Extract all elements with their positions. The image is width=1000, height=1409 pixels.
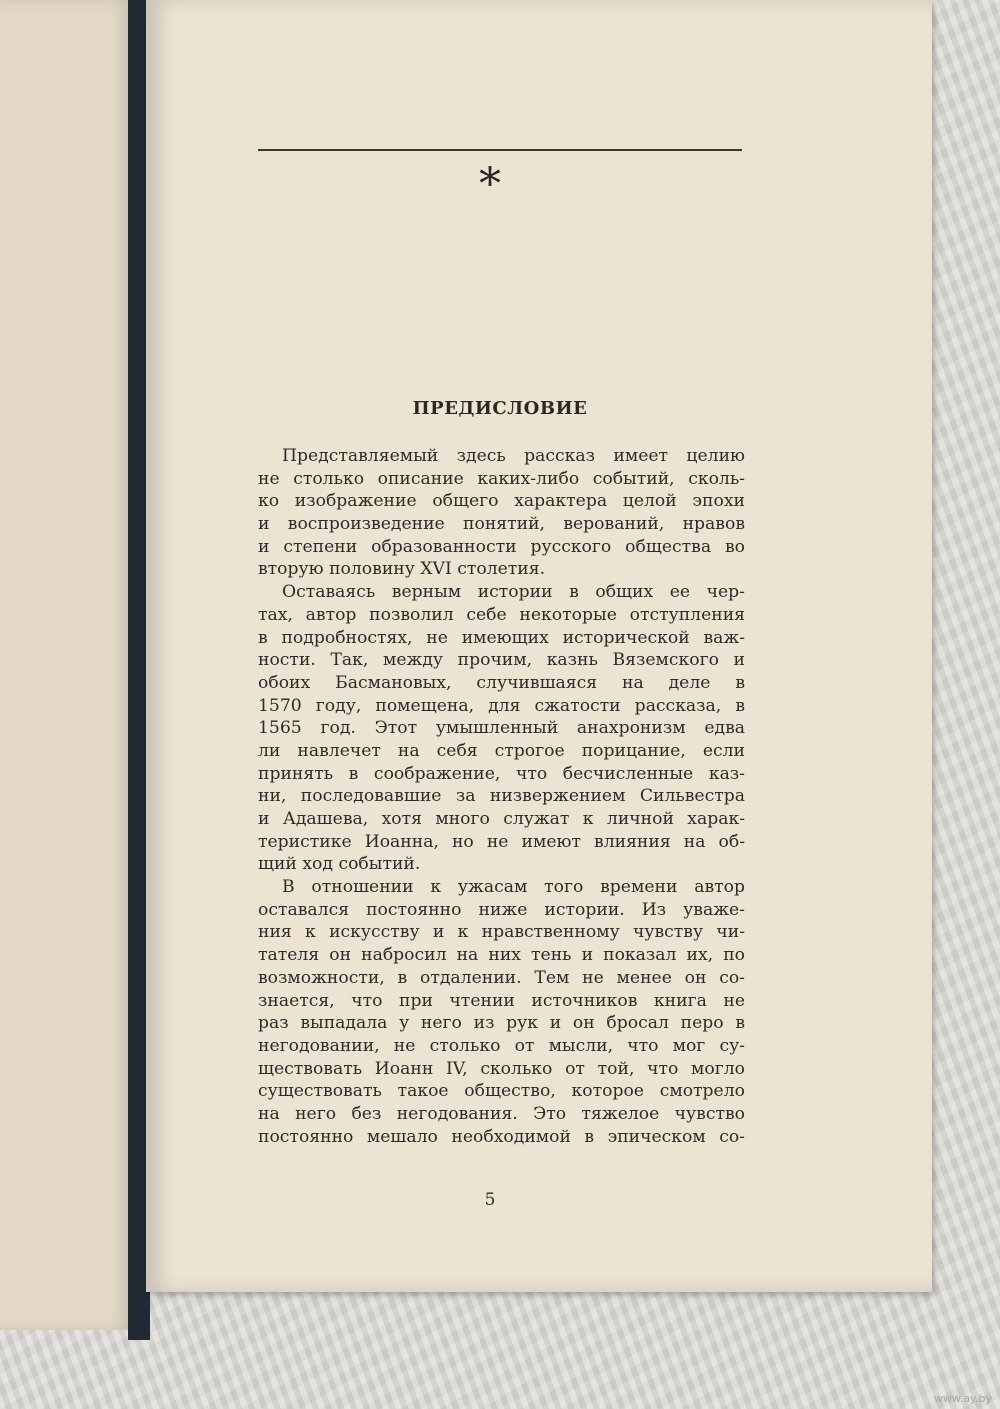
text-line: и Адашева, хотя много служат к личной харак- [258, 809, 745, 829]
text-line: тах, автор позволил себе некоторые отступления [258, 604, 745, 625]
text-line: теристике Иоанна, но не имеют влияния на об- [258, 831, 745, 852]
chapter-title: ПРЕДИСЛОВИЕ [412, 398, 588, 419]
text-line: существовать такое общество, которое смотрело [258, 1081, 745, 1102]
text-line: Представляемый здесь рассказ имеет целию [282, 446, 745, 466]
text-line: ко изображение общего характера целой эпохи [258, 491, 745, 512]
text-line: постоянно мешало необходимой в эпическом со- [258, 1126, 745, 1147]
text-line: принять в соображение, что бесчисленные каз- [258, 763, 745, 784]
text-line: вторую половину XVI столетия. [258, 559, 546, 580]
text-line: в подробностях, не имеющих исторической важ- [258, 627, 745, 648]
left-page [0, 0, 132, 1330]
text-line: ществовать Иоанн IV, сколько от той, что могло [258, 1058, 745, 1079]
text-line: на него без негодования. Это тяжелое чувство [258, 1103, 745, 1124]
header-rule [258, 149, 742, 151]
text-line: негодовании, не столько от мысли, что мог су- [258, 1035, 745, 1056]
text-line: В отношении к ужасам того времени автор [282, 877, 745, 898]
watermark: www.ay.by [933, 1392, 992, 1405]
text-line: не столько описание каких-либо событий, сколь- [258, 468, 745, 489]
text-line: обоих Басмановых, случившаяся на деле в [258, 672, 745, 693]
text-line: тателя он набросил на них тень и показал их, по [258, 945, 745, 966]
asterisk-ornament: * [479, 159, 501, 210]
text-line: и воспроизведение понятий, верований, нравов [258, 514, 745, 535]
page-number: 5 [484, 1190, 496, 1210]
text-line: 1565 год. Этот умышленный анахронизм едва [258, 718, 745, 739]
text-line: ния к искусству и к нравственному чувству чи- [258, 922, 745, 943]
text-line: оставался постоянно ниже истории. Из уваже- [258, 899, 745, 920]
text-line: 1570 году, помещена, для сжатости рассказа, в [258, 695, 745, 716]
text-line: ни, последовавшие за низвержением Сильвестра [258, 786, 745, 807]
text-line: Оставаясь верным истории в общих ее чер- [282, 582, 745, 603]
text-line: ли навлечет на себя строгое порицание, если [258, 740, 745, 761]
text-line: раз выпадала у него из рук и он бросал перо в [258, 1013, 745, 1034]
body-text [258, 445, 745, 1148]
text-line: знается, что при чтении источников книга не [258, 990, 745, 1011]
text-line: и степени образованности русского общества во [258, 536, 745, 557]
text-line: возможности, в отдалении. Тем не менее он со- [258, 967, 745, 988]
text-line: щий ход событий. [258, 854, 421, 875]
text-line: ности. Так, между прочим, казнь Вяземского и [258, 650, 745, 671]
